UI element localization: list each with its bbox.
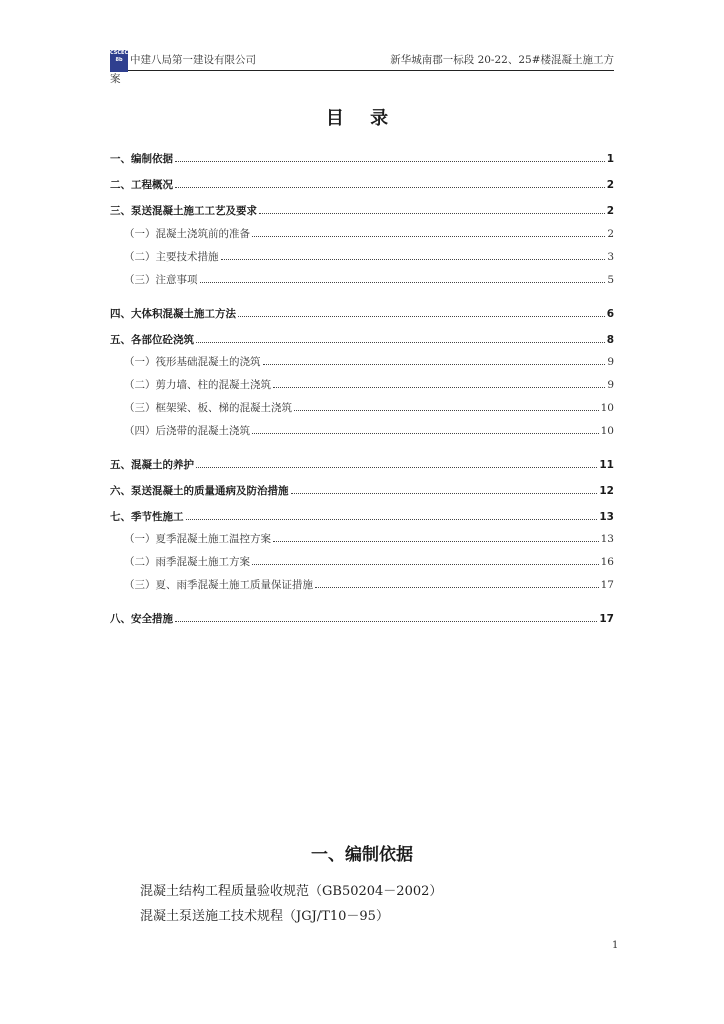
toc-entry[interactable]: 一、编制依据 1 <box>110 153 614 165</box>
toc-entry[interactable]: 六、泵送混凝土的质量通病及防治措施 12 <box>110 485 614 497</box>
reference-standard: 混凝土泵送施工技术规程（JGJ/T10－95） <box>140 909 389 924</box>
toc-entry[interactable]: 四、大体积混凝土施工方法 6 <box>110 308 614 320</box>
page-header <box>110 50 614 71</box>
toc-entry[interactable]: 三、泵送混凝土施工工艺及要求 2 <box>110 205 614 217</box>
toc-subentry[interactable]: （三）框架梁、板、梯的混凝土浇筑 10 <box>124 402 614 414</box>
toc-subentry[interactable]: （四）后浇带的混凝土浇筑 10 <box>124 425 614 437</box>
toc-subentry[interactable]: （一）筏形基础混凝土的浇筑 9 <box>124 356 614 368</box>
toc-subentry[interactable]: （二）主要技术措施 3 <box>124 251 614 263</box>
toc-entry[interactable]: 七、季节性施工 13 <box>110 511 614 523</box>
toc-title: 目 录 <box>325 108 399 129</box>
toc-subentry[interactable]: （二）雨季混凝土施工方案 16 <box>124 556 614 568</box>
toc-subentry[interactable]: （一）混凝土浇筑前的准备 2 <box>124 228 614 240</box>
toc-subentry[interactable]: （三）注意事项 5 <box>124 274 614 286</box>
toc-entry[interactable]: 五、混凝土的养护 11 <box>110 459 614 471</box>
section-title: 一、编制依据 <box>311 845 413 865</box>
project-name: 新华城南郡一标段 20-22、25#楼混凝土施工方 <box>390 54 614 66</box>
project-name-wrap: 案 <box>110 73 121 85</box>
toc-entry[interactable]: 五、各部位砼浇筑 8 <box>110 334 614 346</box>
toc-entry[interactable]: 八、安全措施 17 <box>110 613 614 625</box>
page-number: 1 <box>612 940 619 951</box>
company-logo: CSCEC 8b <box>110 50 128 72</box>
toc-subentry[interactable]: （一）夏季混凝土施工温控方案 13 <box>124 533 614 545</box>
company-name: 中建八局第一建设有限公司 <box>130 54 256 66</box>
reference-standard: 混凝土结构工程质量验收规范（GB50204－2002） <box>140 884 443 899</box>
toc-subentry[interactable]: （二）剪力墙、柱的混凝土浇筑 9 <box>124 379 614 391</box>
toc-entry[interactable]: 二、工程概况 2 <box>110 179 614 191</box>
toc-subentry[interactable]: （三）夏、雨季混凝土施工质量保证措施 17 <box>124 579 614 591</box>
